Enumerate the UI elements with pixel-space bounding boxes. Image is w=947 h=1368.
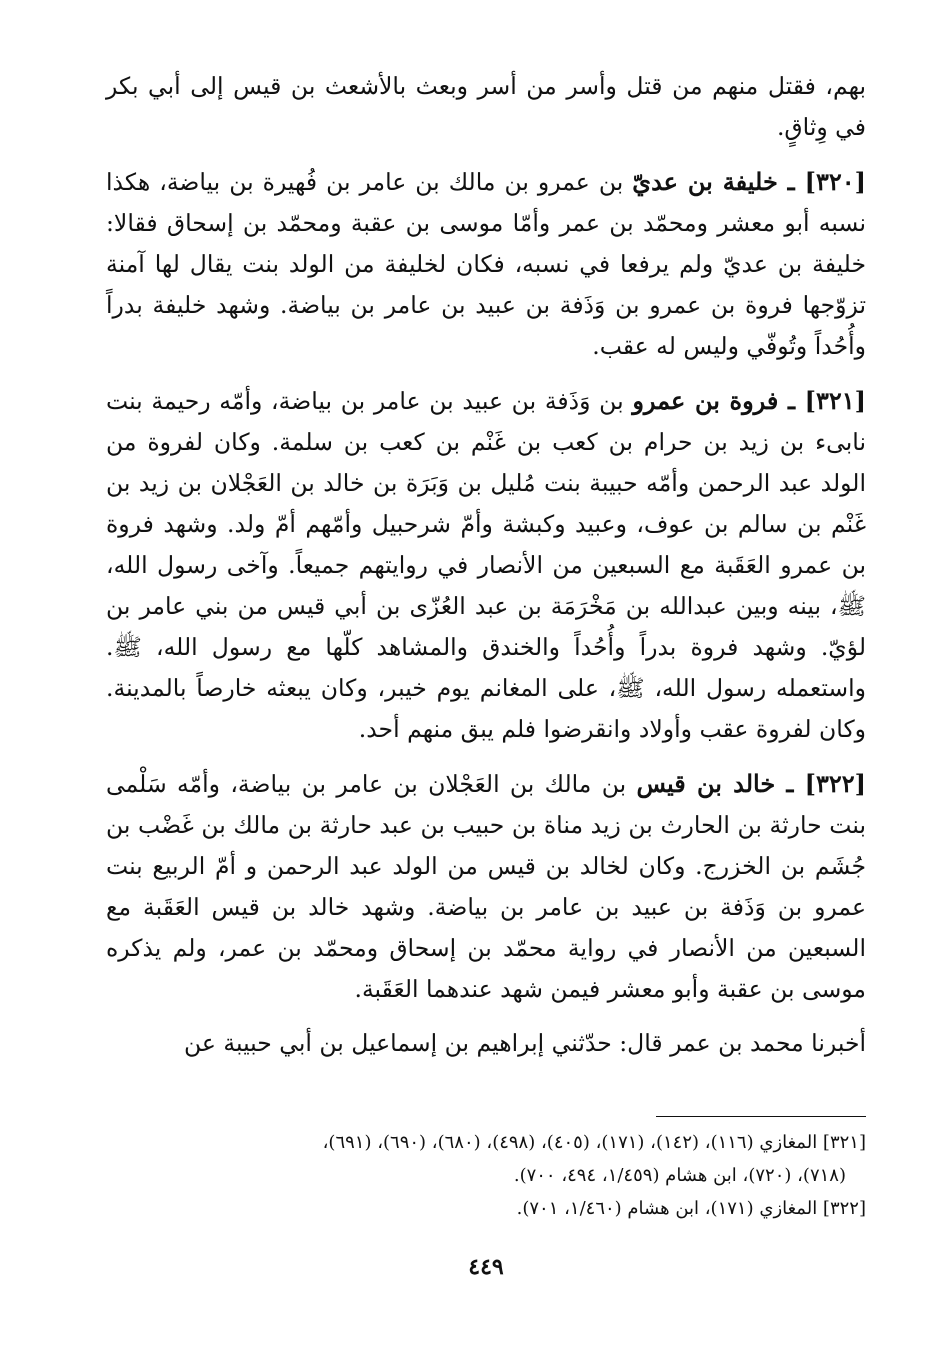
footnote-321 <box>106 1126 866 1159</box>
entry-322-heading: [٣٢٢] ـ خالد بن قيس <box>636 769 866 798</box>
footnotes <box>106 1126 866 1225</box>
footnote-321-line2: (٧١٨)، (٧٢٠)، ابن هشام (١/٤٥٩، ٤٩٤، ٧٠٠). <box>513 1165 846 1186</box>
closing-text: أخبرنا محمد بن عمر قال: حدّثني إبراهيم بن إسماعيل بن أبي حبيبة عن <box>184 1029 866 1057</box>
entry-322 <box>106 763 866 1010</box>
entry-322-body: بن مالك بن العَجْلان بن عامر بن بياضة، وأمّه سَلْمى بنت حارثة بن الحارث بن زيد مناة بن حبيب بن عبد حارثة بن مالك بن غَضْب بن جُشَم بن الخزرج. وكان لخالد بن قيس من الولد عبد الرحمن و أمّ الربيع بنت عمرو بن وَذَفة بن عبيد بن عامر بن بياضة. وشهد خالد بن قيس العَقَبة مع السبعين من الأنصار في رواية محمّد بن إسحاق ومحمّد بن عمر، ولم يذكره موسى بن عقبة وأبو معشر فيمن شهد عندهما العَقَبة. <box>106 770 866 1003</box>
entry-320-body: بن عمرو بن مالك بن عامر بن فُهيرة بن بياضة، هكذا نسبه أبو معشر ومحمّد بن عمر وأمّا موسى بن عقبة ومحمّد بن إسحاق فقالا: خليفة بن عديّ ولم يرفعا في نسبه، فكان لخليفة من الولد بنت يقال لها آمنة تزوّجها فروة بن عمرو بن وَذَفة بن عبيد بن عامر بن بياضة. وشهد خليفة بدراً وأُحُداً وتُوفّي وليس له عقب. <box>106 168 866 360</box>
footnote-322-line1: [٣٢٢] المغازي (١٧١)، ابن هشام (١/٤٦٠، ٧٠١). <box>516 1198 866 1219</box>
entry-320 <box>106 161 866 367</box>
footnote-divider <box>656 1116 866 1117</box>
opening-paragraph <box>106 66 866 148</box>
main-text <box>106 66 866 1064</box>
footnote-321-line1: [٣٢١] المغازي (١١٦)، (١٤٢)، (١٧١)، (٤٠٥)، (٤٩٨)، (٦٨٠)، (٦٩٠)، (٦٩١)، <box>322 1132 866 1153</box>
entry-320-heading: [٣٢٠] ـ خليفة بن عديّ <box>632 167 866 196</box>
entry-321 <box>106 380 866 750</box>
opening-text: بهم، فقتل منهم من قتل وأسر من أسر وبعث بالأشعث بن قيس إلى أبي بكر في وِثاقٍ. <box>106 72 866 141</box>
page-number: ٤٤٩ <box>468 1254 504 1280</box>
footnote-321-continued <box>106 1159 846 1192</box>
entry-321-body: بن وَذَفة بن عبيد بن عامر بن بياضة، وأمّه رحيمة بنت نابىء بن زيد بن حرام بن كعب بن غَنْم بن كعب بن سلمة. وكان لفروة من الولد عبد الرحمن وأمّه حبيبة بنت مُليل بن وَبَرَة بن خالد بن العَجْلان بن زيد بن غَنْم بن سالم بن عوف، وعبيد وكبشة وأمّ شرحبيل وأمّهم أمّ ولد. وشهد فروة بن عمرو العَقَبة مع السبعين من الأنصار في روايتهم جميعاً. وآخى رسول الله، ﷺ، بينه وبين عبدالله بن مَخْرَمَة بن عبد العُزّى بن أبي قيس من بني عامر بن لؤيّ. وشهد فروة بدراً وأُحُداً والخندق والمشاهد كلّها مع رسول الله، ﷺ. واستعمله رسول الله، ﷺ، على المغانم يوم خيبر، وكان يبعثه خارصاً بالمدينة. وكان لفروة عقب وأولاد وانقرضوا فلم يبق منهم أحد. <box>106 387 866 743</box>
entry-321-heading: [٣٢١] ـ فروة بن عمرو <box>632 386 866 415</box>
closing-paragraph <box>106 1023 866 1064</box>
book-page <box>106 66 866 1356</box>
footnote-322 <box>106 1192 866 1225</box>
